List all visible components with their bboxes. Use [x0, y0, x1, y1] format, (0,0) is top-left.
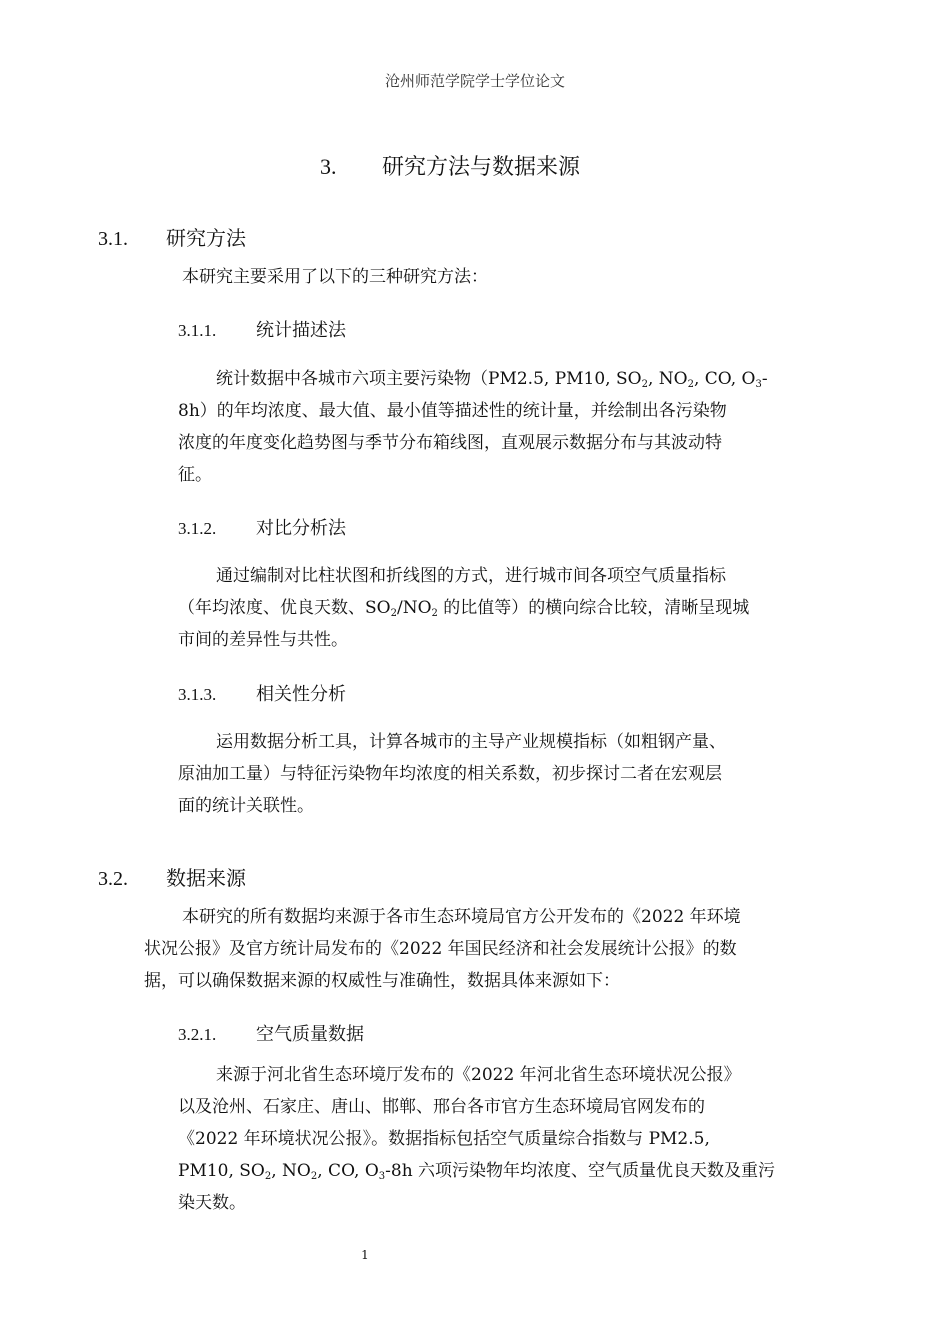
paragraph-line: 状况公报》及官方统计局发布的《2022 年国民经济和社会发展统计公报》的数 — [144, 939, 737, 959]
section-number: 3.2. — [98, 868, 128, 890]
paragraph-line: 8h）的年均浓度、最大值、最小值等描述性的统计量，并绘制出各污染物 — [178, 401, 727, 421]
paragraph-3-1-1 — [178, 363, 768, 491]
chapter-title: 研究方法与数据来源 — [382, 155, 581, 180]
section-intro — [182, 261, 488, 293]
subsection-heading-3-1-2 — [178, 514, 346, 540]
running-header: 沧州师范学院学士学位论文 — [384, 72, 565, 90]
paragraph-line: 本研究的所有数据均来源于各市生态环境局官方公开发布的《2022 年环境 — [182, 907, 741, 927]
paragraph-line: 市间的差异性与共性。 — [178, 630, 348, 650]
paragraph-3-2 — [144, 901, 741, 997]
chapter-heading — [320, 150, 580, 181]
paragraph-3-1-2 — [178, 560, 749, 656]
paragraph-line: 染天数。 — [178, 1193, 246, 1213]
section-heading-3-1 — [98, 222, 246, 251]
subsection-title: 对比分析法 — [256, 518, 346, 539]
chapter-number: 3. — [320, 154, 337, 179]
section-title: 数据来源 — [166, 866, 246, 890]
paragraph-line: 运用数据分析工具，计算各城市的主导产业规模指标（如粗钢产量、 — [216, 732, 726, 752]
paragraph-line: （年均浓度、优良天数、$SO_2/NO_2$ 的比值等）的横向综合比较，清晰呈现城 — [178, 598, 750, 619]
paragraph-line: 以及沧州、石家庄、唐山、邯郸、邢台各市官方生态环境局官网发布的 — [178, 1097, 705, 1117]
paragraph-line: 统计数据中各城市六项主要污染物（PM2.5, PM10, $SO_2$, $NO_2$, CO, $O_3-$ — [216, 369, 768, 390]
subsection-heading-3-1-1 — [178, 316, 346, 342]
paragraph-line: 通过编制对比柱状图和折线图的方式，进行城市间各项空气质量指标 — [216, 566, 726, 586]
subsection-number: 3.1.3. — [178, 685, 217, 704]
paragraph-3-2-1 — [178, 1059, 775, 1219]
paragraph-line: 《2022 年环境状况公报》。数据指标包括空气质量综合指数与 PM2.5, — [178, 1129, 710, 1149]
subsection-title: 统计描述法 — [256, 320, 346, 341]
subsection-number: 3.2.1. — [178, 1025, 217, 1044]
paragraph-line: 征。 — [178, 465, 212, 485]
subsection-number: 3.1.1. — [178, 321, 217, 340]
paragraph-line: 来源于河北省生态环境厅发布的《2022 年河北省生态环境状况公报》 — [216, 1065, 741, 1085]
section-number: 3.1. — [98, 228, 128, 250]
subsection-heading-3-1-3 — [178, 680, 346, 706]
paragraph-line: 浓度的年度变化趋势图与季节分布箱线图，直观展示数据分布与其波动特 — [178, 433, 722, 453]
page-number: 1 — [361, 1248, 369, 1262]
section-title: 研究方法 — [166, 226, 246, 250]
section-heading-3-2 — [98, 862, 246, 891]
paragraph-line: 本研究主要采用了以下的三种研究方法： — [182, 267, 488, 287]
subsection-number: 3.1.2. — [178, 519, 217, 538]
paragraph-line: 面的统计关联性。 — [178, 796, 314, 816]
subsection-heading-3-2-1 — [178, 1020, 364, 1046]
paragraph-3-1-3 — [178, 726, 726, 822]
paragraph-line: PM10, $SO_2$, $NO_2$, CO, $O_3-8h$ 六项污染物年均浓度、空气质量优良天数及重污 — [178, 1161, 776, 1182]
paragraph-line: 据，可以确保数据来源的权威性与准确性，数据具体来源如下： — [144, 971, 620, 991]
subsection-title: 相关性分析 — [256, 684, 346, 705]
paragraph-line: 原油加工量）与特征污染物年均浓度的相关系数，初步探讨二者在宏观层 — [178, 764, 722, 784]
subsection-title: 空气质量数据 — [256, 1024, 364, 1045]
